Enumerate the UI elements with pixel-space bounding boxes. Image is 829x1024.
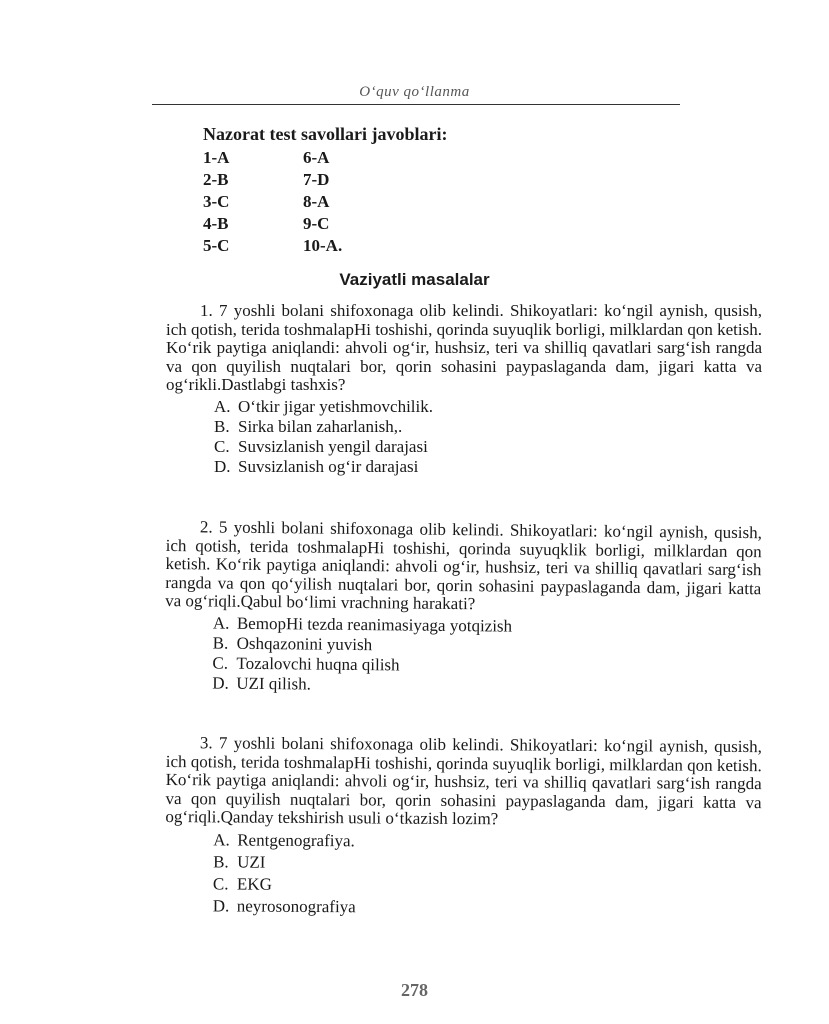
answers-heading: Nazorat test savollari javoblari: <box>203 124 448 144</box>
answer-item: 9-C <box>303 214 330 233</box>
option-b <box>214 417 762 437</box>
option-a <box>213 829 761 855</box>
question-1 <box>166 302 762 477</box>
option-d <box>213 895 761 921</box>
option-letter: A. <box>213 829 230 849</box>
running-header: O‘quv qo‘llanma <box>359 84 470 100</box>
question-text: 3. 7 yoshli bolani shifoxonaga olib kelindi. Shikoyatlari: ko‘ngil aynish, qusish, ich qotish, terida toshmalapHi toshishi, qorinda suyuqlik borligi, milklardan qon ketish. Ko‘rik paytiga aniqlandi: ahvoli og‘ir, hushsiz, teri va shilliq qavatlari sarg‘ish rangda va qon quyilish nuqtalari bor, qorin sohasini paypaslaganda dam, jigari katta va og‘riqli.Qanday tekshirish usuli o‘tkazish lozim? <box>165 733 762 829</box>
answer-item: 6-A <box>303 148 330 167</box>
option-text: UZI qilish. <box>236 673 311 694</box>
question-text: 2. 5 yoshli bolani shifoxonaga olib kelindi. Shikoyatlari: ko‘ngil aynish, qusish, ich qotish, terida toshmalapHi toshishi, qorinda suyuqklik borligi, milklardan qon ketish. Ko‘rik paytiga aniqlandi: ahvoli og‘ir, hushsiz, teri va shilliq qavatlari sarg‘ish rangda va qon qo‘yilish nuqtalari bor, qorin sohasini paypaslaganda dam, jigari katta va og‘riqli.Qabul bo‘limi vrachning harakati? <box>165 517 762 614</box>
option-list <box>212 613 761 699</box>
answer-item: 4-B <box>203 214 229 233</box>
option-text: O‘tkir jigar yetishmovchilik. <box>238 396 433 416</box>
option-c <box>214 437 762 457</box>
option-text: neyrosonografiya <box>236 895 356 916</box>
answer-item: 8-A <box>303 192 330 211</box>
answer-item: 2-B <box>203 170 229 189</box>
option-letter: A. <box>214 396 231 416</box>
header-rule <box>152 104 680 105</box>
section-title: Vaziyatli masalalar <box>339 270 490 289</box>
option-text: Rentgenografiya. <box>237 830 355 850</box>
option-letter: D. <box>214 456 231 476</box>
option-text: BemopHi tezda reanimasiyaga yotqizish <box>236 613 513 636</box>
option-letter: C. <box>212 652 229 673</box>
option-a <box>214 397 762 417</box>
answer-item: 3-C <box>203 192 230 211</box>
option-letter: D. <box>212 672 229 693</box>
option-text: Sirka bilan zaharlanish,. <box>238 416 403 436</box>
option-list <box>214 397 762 477</box>
page-number: 278 <box>401 980 428 1000</box>
option-text: EKG <box>236 873 272 894</box>
answer-item: 1-A <box>203 148 230 167</box>
answer-item: 5-C <box>203 236 230 255</box>
option-letter: B. <box>214 416 230 436</box>
answer-item: 10-A. <box>303 236 343 255</box>
option-letter: C. <box>214 436 230 456</box>
option-letter: C. <box>212 873 229 893</box>
question-2 <box>164 518 762 699</box>
option-text: Oshqazonini yuvish <box>236 633 373 654</box>
option-text: Suvsizlanish og‘ir darajasi <box>238 456 419 476</box>
option-list <box>213 829 762 921</box>
option-letter: B. <box>212 632 229 653</box>
option-text: UZI <box>237 851 266 872</box>
option-letter: B. <box>213 851 229 871</box>
option-text: Tozalovchi huqna qilish <box>236 653 400 674</box>
option-text: Suvsizlanish yengil darajasi <box>238 436 428 456</box>
answer-item: 7-D <box>303 170 330 189</box>
option-letter: A. <box>212 612 230 633</box>
option-letter: D. <box>212 895 230 915</box>
question-text: 1. 7 yoshli bolani shifoxonaga olib kelindi. Shikoyatlari: ko‘ngil aynish, qusish, ich qotish, terida toshmalapHi toshishi, qorinda suyuqlik borligi, milklardan qon ketish. Ko‘rik paytiga aniqlandi: ahvoli og‘ir, hushsiz, teri va shilliq qavatlari sarg‘ish rangda va qon quyilish nuqtalari bor, qorin sohasini paypaslaganda dam, jigari katta va og‘rikli.Dastlabgi tashxis? <box>166 301 762 394</box>
option-d <box>214 457 762 477</box>
answer-key-grid <box>203 148 403 258</box>
question-3 <box>165 734 762 921</box>
